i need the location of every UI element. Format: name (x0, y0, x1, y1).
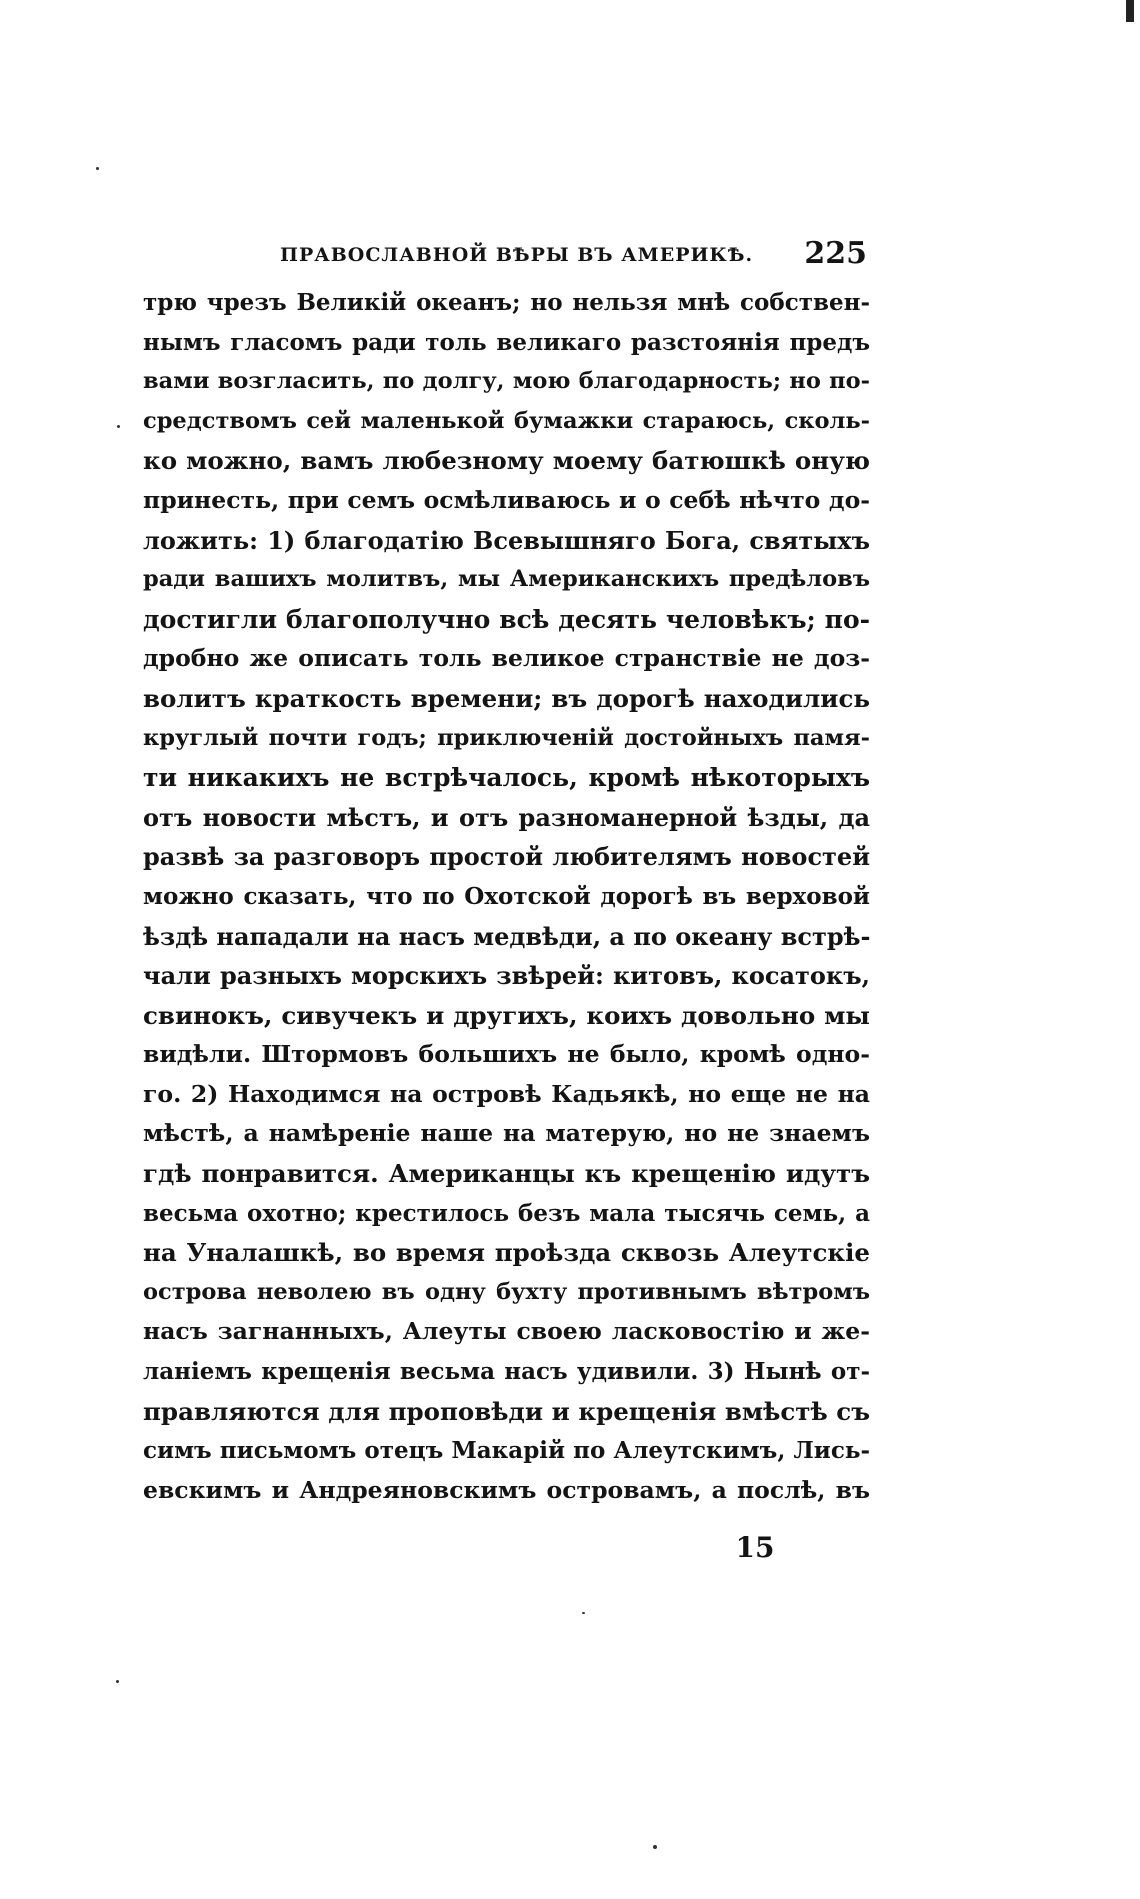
text-line: ради вашихъ молитвъ, мы Американскихъ предѣловъ (143, 566, 870, 593)
text-line: развѣ за разговоръ простой любителямъ новостей (143, 842, 870, 872)
scan-speck (582, 1612, 585, 1614)
text-line: острова неволею въ одну бухту противнымъ вѣтромъ (143, 1278, 870, 1305)
text-line: симъ письмомъ отецъ Макарій по Алеутскимъ, Лись- (143, 1437, 870, 1465)
text-line: волитъ краткость времени; въ дорогѣ находились (143, 683, 870, 713)
text-line: принесть, при семъ осмѣливаюсь и о себѣ нѣчто до- (143, 485, 870, 514)
text-line: евскимъ и Андреяновскимъ островамъ, а послѣ, въ (143, 1475, 870, 1504)
text-line: чали разныхъ морскихъ звѣрей: китовъ, косатокъ, (143, 961, 870, 991)
running-head (280, 236, 867, 276)
text-line: ко можно, вамъ любезному моему батюшкѣ оную (143, 446, 870, 476)
text-line: дробно же описать толь великое странствіе не доз- (143, 644, 870, 673)
text-line: отъ новости мѣстъ, и отъ разноманерной ѣзды, да (143, 802, 870, 832)
text-line: гдѣ понравится. Американцы къ крещенію идутъ (143, 1159, 870, 1189)
scan-speck (96, 167, 99, 170)
page-number: 225 (804, 236, 867, 271)
text-line: го. 2) Находимся на островѣ Кадьякѣ, но еще не на (143, 1079, 870, 1108)
text-line: ложить: 1) благодатію Всевышняго Бога, святыхъ (143, 525, 870, 555)
scan-speck (116, 1680, 119, 1683)
text-line: на Уналашкѣ, во время проѣзда сквозь Алеутскіе (143, 1238, 870, 1268)
text-line: круглый почти годъ; приключеній достойныхъ памя- (143, 724, 870, 751)
text-line: правляются для проповѣди и крещенія вмѣстѣ съ (143, 1396, 870, 1426)
running-title: ПРАВОСЛАВНОЙ ВѢРЫ ВЪ АМЕРИКѢ. (280, 244, 754, 266)
text-line: средствомъ сей маленькой бумажки стараюсь, сколь- (143, 407, 870, 434)
text-line: весьма охотно; крестилось безъ мала тысячь семь, а (143, 1199, 870, 1227)
scan-speck (653, 1845, 657, 1849)
text-line: нымъ гласомъ ради толь великаго разстоянія предъ (143, 328, 870, 356)
text-line: видѣли. Штормовъ большихъ не было, кромѣ одно- (143, 1040, 870, 1069)
text-line: свинокъ, сивучекъ и другихъ, коихъ довольно мы (143, 1000, 870, 1030)
signature-mark: 15 (735, 1531, 775, 1564)
text-line: ти никакихъ не встрѣчалось, кромѣ нѣкоторыхъ (143, 763, 870, 793)
scan-edge-mark (1126, 0, 1134, 22)
text-line: можно сказать, что по Охотской дорогѣ въ верховой (143, 882, 870, 910)
scan-speck (117, 425, 120, 428)
text-line: достигли благополучно всѣ десять человѣкъ; по- (143, 604, 870, 634)
text-line: ланіемъ крещенія весьма насъ удивили. 3) Нынѣ от- (143, 1358, 870, 1386)
text-line: мѣстѣ, а намѣреніе наше на матерую, но не знаемъ (143, 1119, 870, 1148)
text-line: ѣздѣ нападали на насъ медвѣди, а по океану встрѣ- (143, 921, 870, 951)
text-line: насъ загнанныхъ, Алеуты своею ласковостію и же- (143, 1317, 870, 1346)
text-line: трю чрезъ Великій океанъ; но нельзя мнѣ собствен- (143, 289, 870, 316)
body-text (143, 283, 870, 1510)
text-line: вами возгласить, по долгу, мою благодарность; но по- (143, 368, 870, 395)
